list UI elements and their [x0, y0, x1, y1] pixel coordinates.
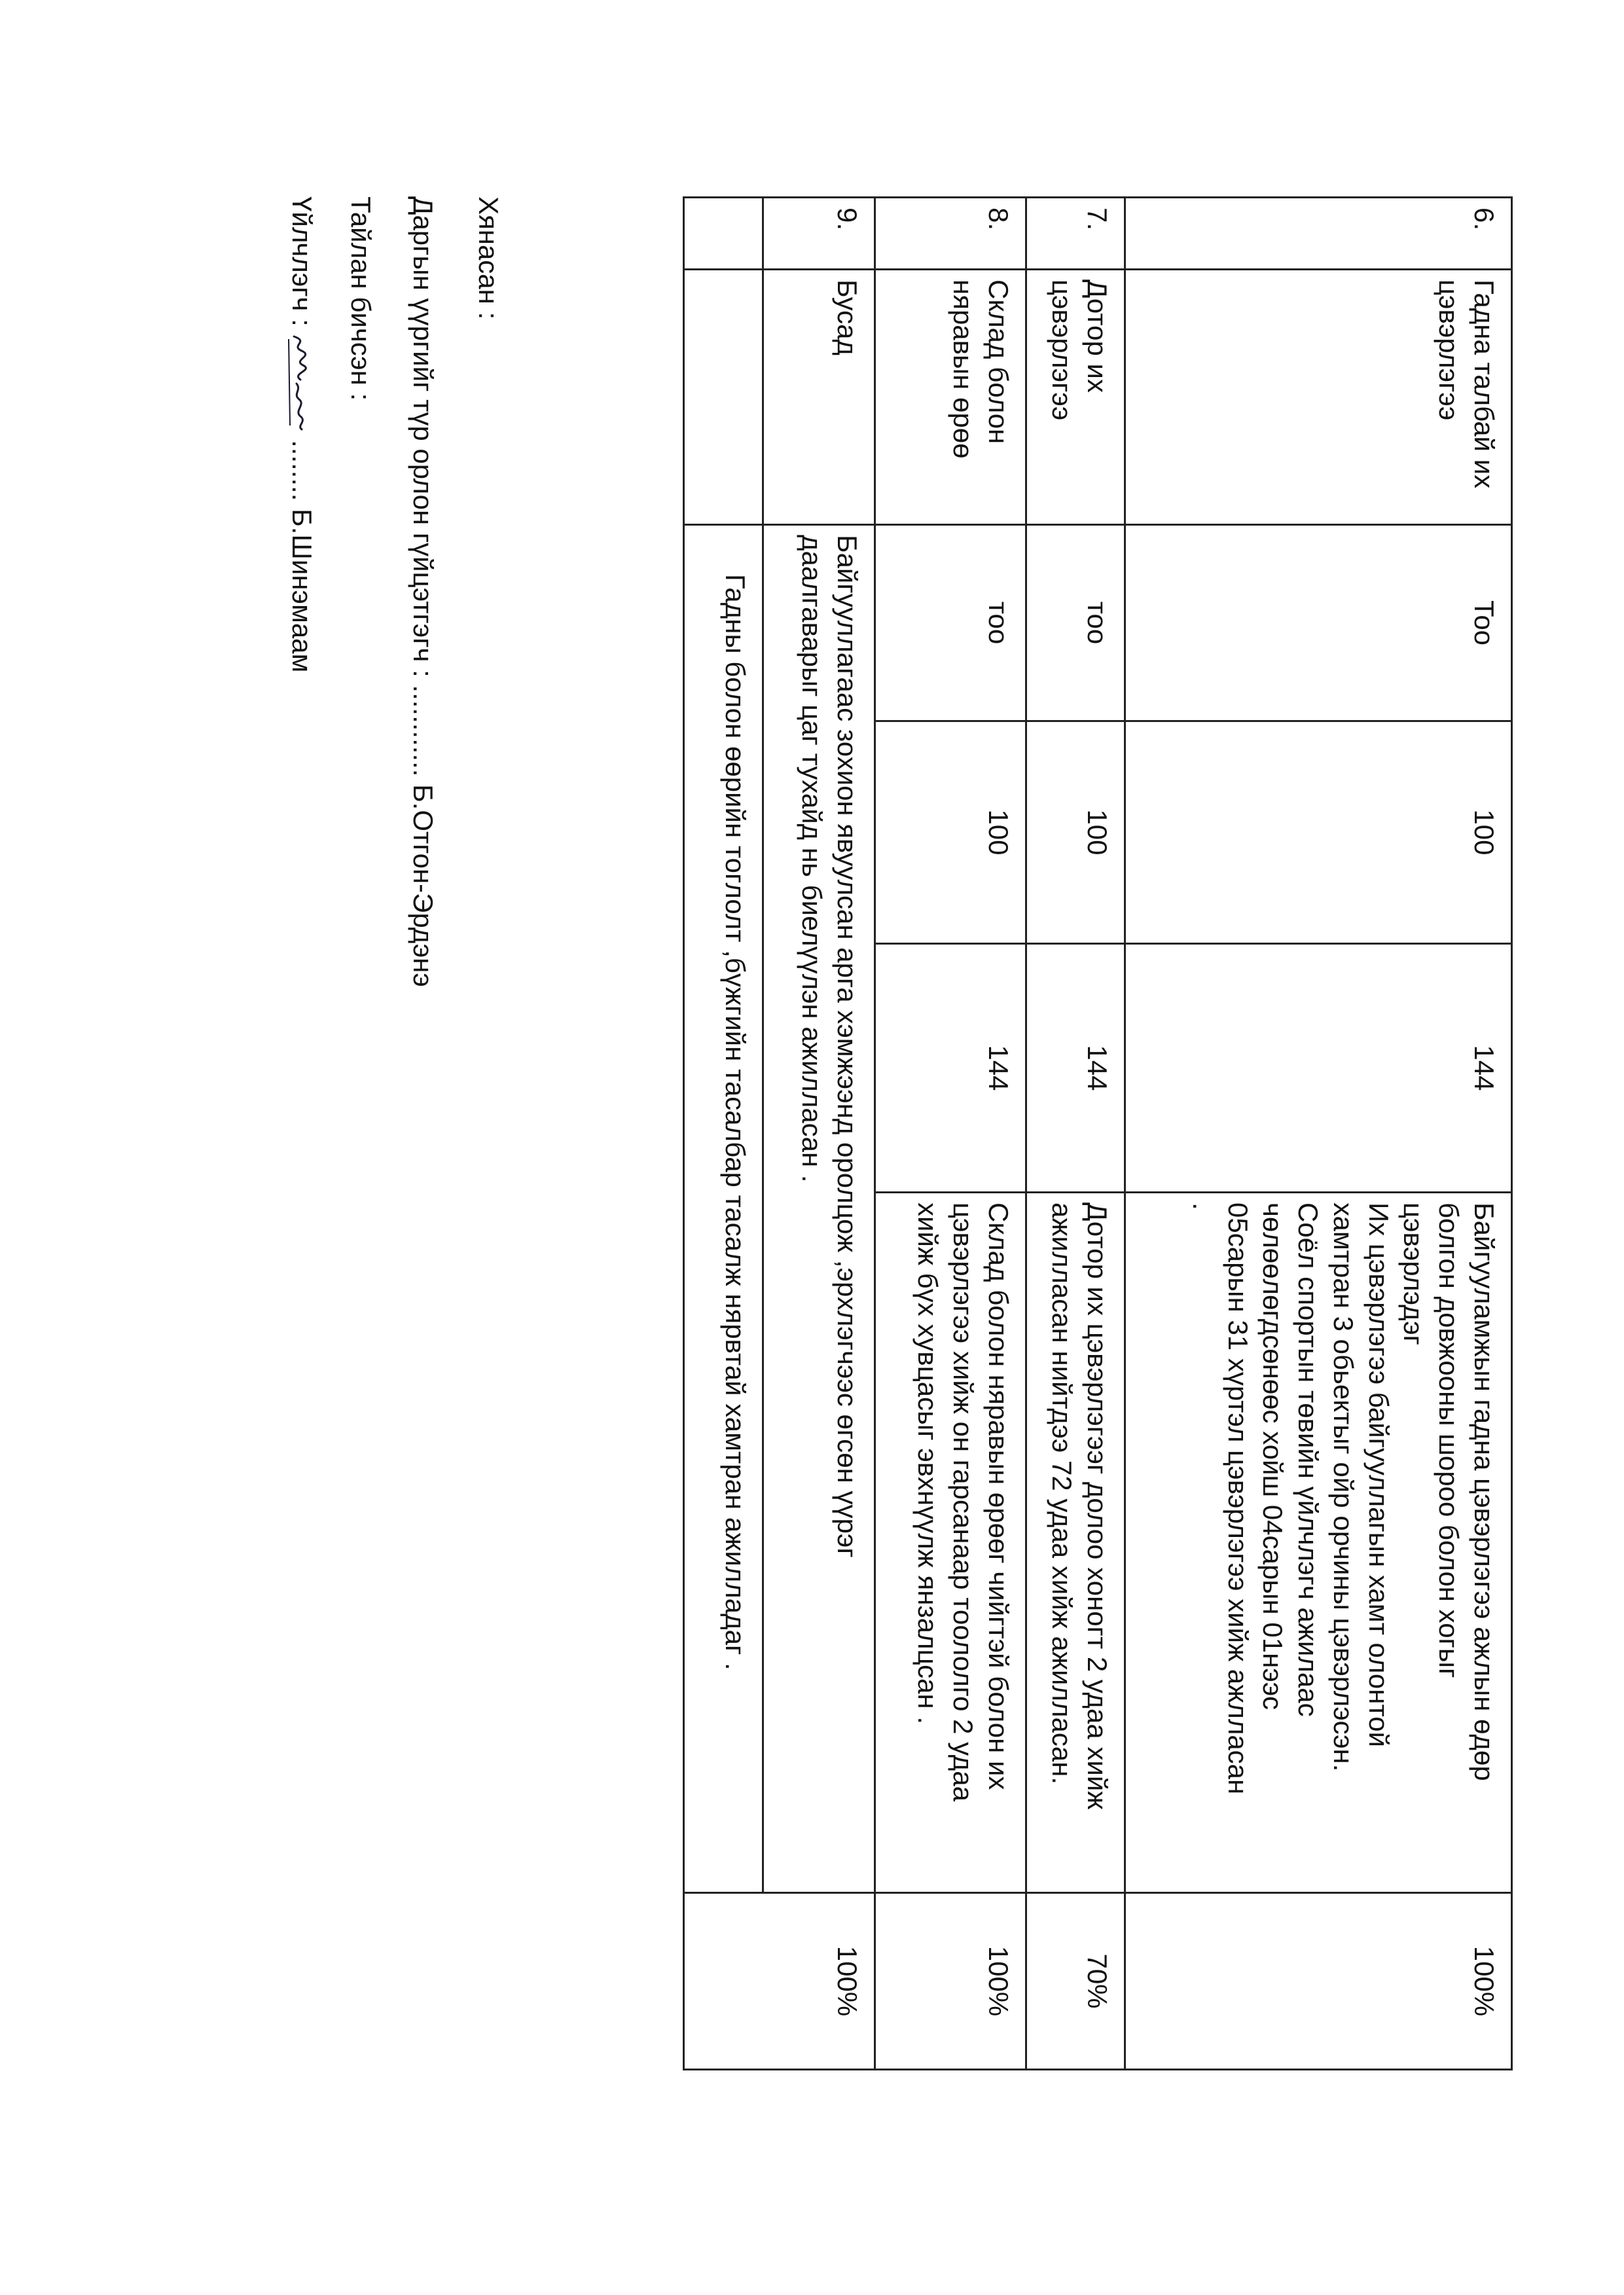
cleaner-dots: ........ [287, 440, 317, 501]
table-row [763, 198, 875, 2070]
row-unit: Тоо [1125, 525, 1512, 721]
row-name: Бусад [763, 270, 875, 525]
description-line: цэвэрлэгээ хийж он гарсанаар тоололго 2 удаа [948, 1202, 979, 1802]
row-number: 6. [1125, 198, 1512, 270]
description-line: Соёл спортын төвийн үйлчлэгч ажилаас [1293, 1202, 1324, 1717]
director-signature-line: Даргын үүргийг түр орлон гүйцэтгэгч : ............ Б.Отгон-Эрдэнэ [408, 196, 439, 987]
row-number: 8. [875, 198, 1026, 270]
description-line: чөлөөлөгдсөнөөс хойш 04сарын 01нээс [1257, 1202, 1289, 1710]
row-result: 70% [1026, 1893, 1125, 2070]
description-line: Склад болон няравын өрөөг чийгтэй болон их [983, 1202, 1014, 1790]
row-unit: тоо [875, 525, 1026, 721]
row-percent: 100 [1125, 721, 1512, 944]
description-line: Гадны болон өөрийн тоглолт ,бүжгийн тасалбар тасалж нярвтай хамтран ажилладаг . [720, 574, 751, 1671]
row-description [763, 525, 875, 1893]
description-line: хамтран 3 обьектыг ойр орчины цэвэрлэсэн. [1328, 1202, 1359, 1772]
table-row [1026, 198, 1125, 2070]
report-table [683, 196, 1513, 2070]
row-number: 7. [1026, 198, 1125, 270]
row-amount: 144 [1125, 944, 1512, 1193]
empty-cell [684, 270, 763, 525]
row-number: 9. [763, 198, 875, 270]
table-row [684, 198, 763, 2070]
row-description [684, 525, 763, 1893]
row-unit: тоо [1026, 525, 1125, 721]
description-line: Дотор их цэвэрлэгээг долоо хоногт 2 удаа хийж [1082, 1202, 1113, 1810]
description-line: . [1187, 1202, 1218, 1210]
row-amount: 144 [875, 944, 1026, 1193]
row-description [1026, 1193, 1125, 1893]
reviewed-label: Хянасан : [473, 196, 504, 320]
description-line: ажилласан нийтдээ 72 удаа хийж ажилласан. [1047, 1202, 1078, 1785]
row-name: Склад болон няравын өрөө [875, 270, 1026, 525]
row-description [875, 1193, 1026, 1893]
reported-label: Тайлан бичсэн : [346, 196, 376, 401]
description-line: Байгууллагаас зохион явуулсан арга хэмжээнд оролцож ,эрхлэгчээс өгсөн үүрэг [832, 535, 863, 1558]
description-line: Байгууламжын гадна цэвэрлэгээ ажлын өдөр [1469, 1202, 1500, 1781]
row-name: Гадна талбай их цэвэрлэгээ [1125, 270, 1512, 525]
handwritten-signature [283, 334, 316, 432]
empty-cell [684, 198, 763, 270]
description-line: Их цэвэрлэгээ байгууллагын хамт олонтой [1363, 1202, 1394, 1748]
row-description [1125, 1193, 1512, 1893]
row-result: 100% [875, 1893, 1026, 2070]
row-percent: 100 [1026, 721, 1125, 944]
cleaner-label: Үйлчлэгч : [287, 196, 317, 327]
row-result: 100% [684, 1893, 875, 2070]
row-name: Дотор их цэвэрлэгээ [1026, 270, 1125, 525]
cleaner-signature-line [283, 196, 318, 672]
row-result: 100% [1125, 1893, 1512, 2070]
cleaner-name: Б.Шинэмаам [287, 509, 317, 673]
description-line: хийж бүх хувцасыг эвхнүүлж янзалцсан . [912, 1202, 944, 1725]
description-line: даалгаварыг цаг тухайд нь биелүүлэн ажилласан . [797, 535, 828, 1183]
description-line: болгон довжооны шороо болон хогыг [1434, 1202, 1465, 1678]
description-line: цэвэрлэдэг [1398, 1202, 1430, 1345]
row-amount: 144 [1026, 944, 1125, 1193]
row-percent: 100 [875, 721, 1026, 944]
description-line: 05сарын 31 хүртэл цэвэрлэгээ хийж ажлласан [1222, 1202, 1254, 1795]
table-row [875, 198, 1026, 2070]
table-row [1125, 198, 1512, 2070]
